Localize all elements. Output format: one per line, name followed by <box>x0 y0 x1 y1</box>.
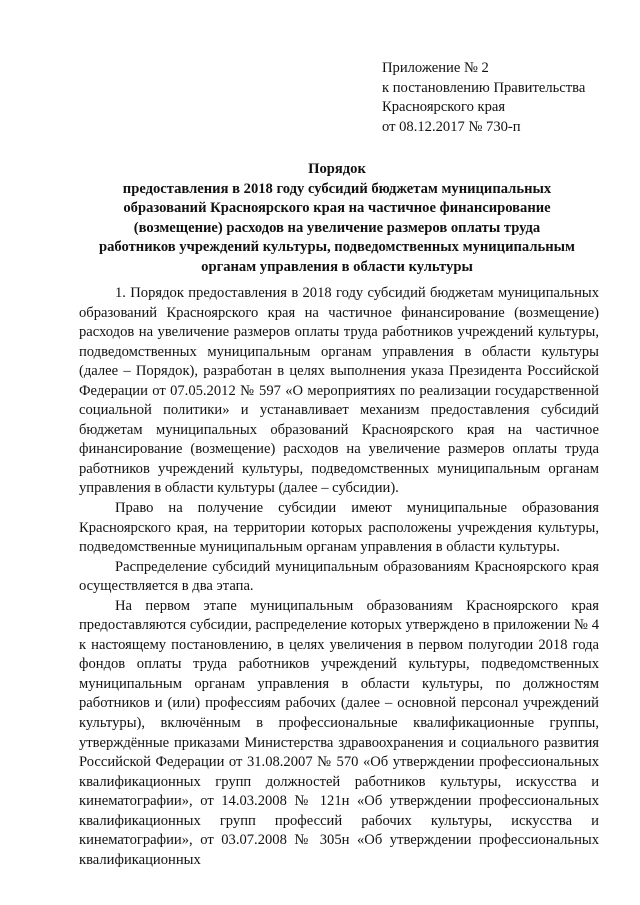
document-body <box>79 284 599 870</box>
appendix-date: от 08.12.2017 № 730-п <box>382 118 521 135</box>
appendix-reference: к постановлению Правительства <box>382 79 586 96</box>
paragraph-3: Распределение субсидий муниципальным образованиям Красноярского края осуществляется в два этапа. <box>79 558 599 595</box>
title-line: Порядок <box>308 161 366 177</box>
title-line: (возмещение) расходов на увеличение размеров оплаты труда <box>133 219 541 236</box>
paragraph-4: На первом этапе муниципальным образованиям Красноярского края предоставляются субсидии, распределение которых утверждено в приложении № 4 к настоящему постановлению, в целях увеличения в первом полугодии 2018 года фондов оплаты труда работников учреждений культуры, подведомственных муниципальным органам управления в области культуры, по должностям работников и (или) профессиям рабочих (далее – основной персонал учреждений культуры), включённым в профессиональные квалификационные группы, утверждённые приказами Министерства здравоохранения и социального развития Российской Федерации от 31.08.2007 № 570 «Об утверждении профессиональных квалификационных групп должностей работников культуры, искусства и кинематографии», от 14.03.2008 № 121н «Об утверждении профессиональных квалификационных групп профессий рабочих культуры, искусства и кинематографии», от 03.07.2008 № 305н «Об утверждении профессиональных квалификационных <box>79 597 599 868</box>
appendix-number: Приложение № 2 <box>382 60 489 76</box>
document-title <box>74 160 600 278</box>
appendix-header <box>382 59 622 137</box>
paragraph-2: Право на получение субсидии имеют муниципальные образования Красноярского края, на территории которых расположены учреждения культуры, подведомственные муниципальным органам управления в области культуры. <box>79 500 599 556</box>
paragraph-1: 1. Порядок предоставления в 2018 году субсидий бюджетам муниципальных образований Красноярского края на частичное финансирование (возмещение) расходов на увеличение размеров оплаты труда работников учреждений культуры, подведомственных муниципальным органам управления в области культуры (далее – Порядок), разработан в целях выполнения указа Президента Российской Федерации от 07.05.2012 № 597 «О мероприятиях по реализации государственной социальной политики» и устанавливает механизм предоставления субсидий бюджетам муниципальных образований Красноярского края на частичное финансирование (возмещение) расходов на увеличение размеров оплаты труда работников учреждений культуры, подведомственных муниципальным органам управления в области культуры (далее – субсидии). <box>79 285 599 497</box>
title-line: работников учреждений культуры, подведомственных муниципальным <box>99 239 575 256</box>
title-line: предоставления в 2018 году субсидий бюджетам муниципальных <box>122 180 552 197</box>
appendix-region: Красноярского края <box>382 99 506 115</box>
title-line: органам управления в области культуры <box>201 258 473 275</box>
title-line: образований Красноярского края на частичное финансирование <box>123 200 551 217</box>
